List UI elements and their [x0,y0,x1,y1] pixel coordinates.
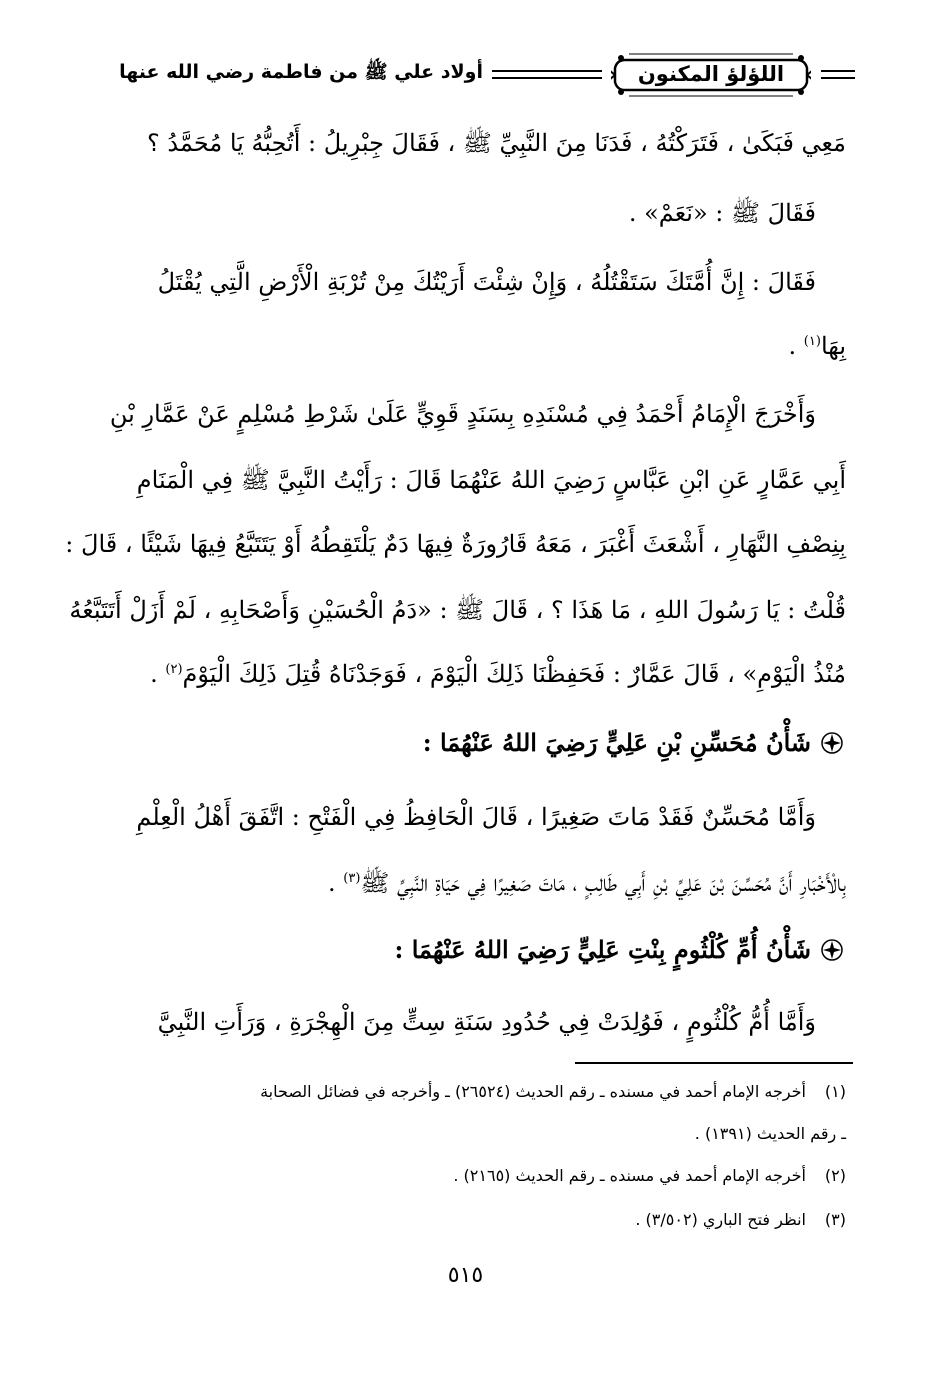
text-line: قُلْتُ : يَا رَسُولَ اللهِ ، مَا هَذَا ؟ ، قَالَ ﷺ : «دَمُ الْحُسَيْنِ وَأَصْحَابِهِ ، لَمْ أَزَلْ أَتَتَبَّعُهُ [69,596,846,624]
footnote-text: أخرجه الإمام أحمد في مسنده ـ رقم الحديث (٢٦٥٢٤) ـ وأخرجه في فضائل الصحابة [260,1082,806,1101]
page-number: ٥١٥ [447,1263,484,1288]
text-line: أَبِي عَمَّارٍ عَنِ ابْنِ عَبَّاسٍ رَضِيَ اللهُ عَنْهُمَا قَالَ : رَأَيْتُ النَّبِيَّ ﷺ فِي الْمَنَامِ [136,466,846,494]
text-line: فَقَالَ ﷺ : «نَعَمْ» . [628,199,816,227]
text-line-with-footnote: بِالْأَخْبَارِ أَنَّ مُحَسِّنَ بْنَ عَلِيِّ بْنِ أَبِي طَالِبٍ ، مَاتَ صَغِيرًا فِي حَيَاةِ النَّبِيِّ ﷺ$^{(٣)}$ . [328,869,846,897]
flower-ornament-icon [821,732,843,754]
footnote-ref: (٢) [165,662,183,677]
footnote-continuation: ـ رقم الحديث (١٣٩١) . [694,1124,846,1143]
text-line-with-footnote: مُنْذُ الْيَوْمِ» ، قَالَ عَمَّارٌ : فَحَفِظْنَا ذَلِكَ الْيَوْمَ ، فَوَجَدْنَاهُ قُتِلَ ذَلِكَ الْيَوْمَ$^{(٢)}$ . [150,660,846,688]
text-line: وَأَمَّا أُمُّ كُلْثُومٍ ، فَوُلِدَتْ فِي حُدُودِ سَنَةِ سِتٍّ مِنَ الْهِجْرَةِ ، وَرَأَتِ النَّبِيَّ [157,1008,816,1036]
chapter-title: أولاد علي ﷺ من فاطمة رضي الله عنها [119,61,483,83]
footnote [453,1166,846,1185]
text-line: وَأَمَّا مُحَسِّنٌ فَقَدْ مَاتَ صَغِيرًا ، قَالَ الْحَافِظُ فِي الْفَتْحِ : اتَّفَقَ أَهْلُ الْعِلْمِ [136,803,816,831]
text-line-with-footnote: بِهَا$^{(١)}$ . [788,332,846,360]
footnote [635,1210,846,1229]
text-line: بِنِصْفِ النَّهَارِ ، أَشْعَثَ أَغْبَرَ ، مَعَهُ قَارُورَةٌ فِيهَا دَمٌ يَلْتَقِطُهُ أَوْ يَتَتَبَّعُ فِيهَا شَيْئًا ، قَالَ : [65,530,846,558]
footnote-number: (٣) [824,1210,846,1229]
text-line: مَعِي فَبَكَىٰ ، فَتَرَكْتُهُ ، فَدَنَا مِنَ النَّبِيِّ ﷺ ، فَقَالَ جِبْرِيلُ : أَتُحِبُّهُ يَا مُحَمَّدُ ؟ [147,129,846,157]
footnote-text: انظر فتح الباري (٣/٥٠٢) . [635,1210,806,1229]
running-header [100,40,855,110]
footnote-number: (٢) [824,1166,846,1185]
header-rule-right [821,70,855,79]
book-title-frame [611,50,811,100]
section-heading [423,728,843,757]
text-fragment: بِهَا [820,332,846,360]
text-line: وَأَخْرَجَ الْإِمَامُ أَحْمَدُ فِي مُسْنَدِهِ بِسَنَدٍ قَوِيٍّ عَلَىٰ شَرْطِ مُسْلِمٍ عَنْ عَمَّارِ بْنِ [109,400,816,428]
heading-text: شَأْنُ أُمِّ كُلْثُومٍ بِنْتِ عَلِيٍّ رَضِيَ اللهُ عَنْهُمَا : [394,935,811,964]
footnote-ref: (١) [803,334,821,349]
text-fragment: مُنْذُ الْيَوْمِ» ، قَالَ عَمَّارٌ : فَحَفِظْنَا ذَلِكَ الْيَوْمَ ، فَوَجَدْنَاهُ قُتِلَ ذَلِكَ الْيَوْمَ [182,660,846,688]
footnote-ref: (٣) [343,871,361,886]
text-line: فَقَالَ : إِنَّ أُمَّتَكَ سَتَقْتُلُهُ ، وَإِنْ شِئْتَ أَرَيْتُكَ مِنْ تُرْبَةِ الْأَرْضِ الَّتِي يُقْتَلُ [157,268,816,296]
book-title: اللؤلؤ المكنون [637,62,785,86]
footnote-number: (١) [824,1082,846,1101]
text-fragment: بِالْأَخْبَارِ أَنَّ مُحَسِّنَ بْنَ عَلِيِّ بْنِ أَبِي طَالِبٍ ، مَاتَ صَغِيرًا فِي حَيَاةِ النَّبِيِّ ﷺ [360,869,846,897]
header-rule-middle [492,70,602,79]
footnote-text: أخرجه الإمام أحمد في مسنده ـ رقم الحديث (٢١٦٥) . [453,1166,806,1185]
section-heading [395,935,843,964]
flower-ornament-icon [821,939,843,961]
heading-text: شَأْنُ مُحَسِّنِ بْنِ عَلِيٍّ رَضِيَ اللهُ عَنْهُمَا : [422,728,811,757]
footnote-separator [575,1062,853,1064]
footnote [260,1082,846,1101]
